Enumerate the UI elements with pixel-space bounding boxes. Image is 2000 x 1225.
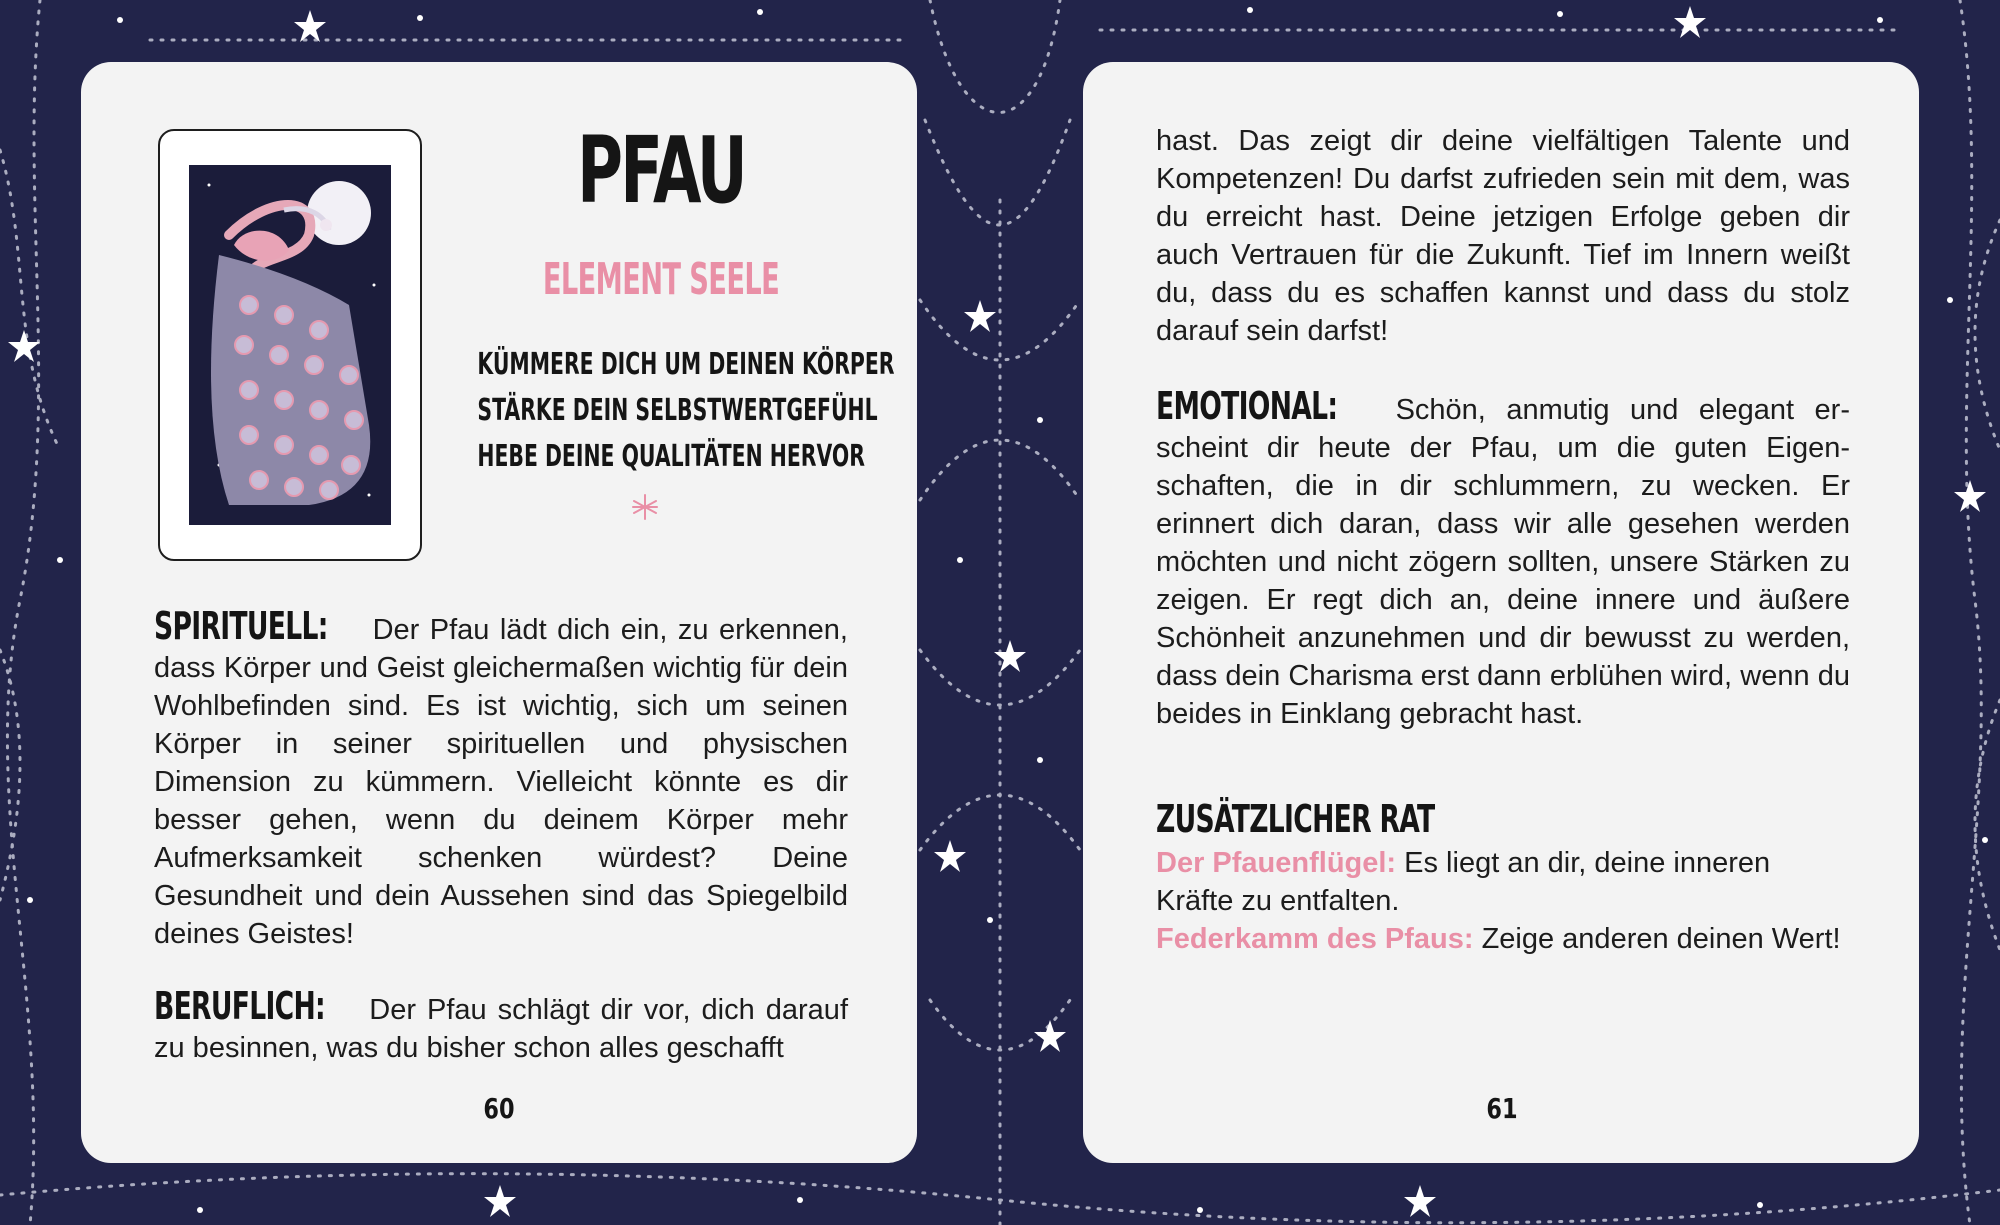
page-number: 60 xyxy=(483,1092,515,1125)
advice-label: Federkamm des Pfaus: xyxy=(1156,923,1474,955)
card-element: ELEMENT SEELE xyxy=(542,254,780,305)
additional-advice-list xyxy=(1156,844,1850,958)
card-title: PFAU xyxy=(577,117,745,224)
advice-item xyxy=(1156,920,1850,958)
affirmation-item: KÜMMERE DICH UM DEINEN KÖRPER xyxy=(477,347,895,382)
section-text: Der Pfau schlägt dir vor, dich darauf zu besinnen, was du bisher schon alles geschafft xyxy=(154,994,848,1064)
advice-text: Zeige anderen deinen Wert! xyxy=(1481,923,1841,955)
section-label: EMOTIONAL: xyxy=(1156,384,1338,428)
advice-item xyxy=(1156,844,1850,920)
page-number: 61 xyxy=(1486,1092,1518,1125)
section-text: Der Pfau lädt dich ein, zu erkennen, dass Körper und Geist gleichermaßen wichtig für dein Wohlbefinden sind. Es ist wichtig, sich um seinen Körper in seiner spirituellen und physischen Dimension zu kümmern. Vielleicht könnte es dir besser gehen, wenn du deinem Körper mehr Aufmerksamkeit schenken würdest? Deine Gesundheit und dein Aussehen sind das Spiegelbild deines Geistes! xyxy=(154,614,848,950)
left-page xyxy=(81,62,917,1163)
section-text: hast. Das zeigt dir deine vielfältigen Talente und Kompetenzen! Du darfst zufrieden sein mit dem, was du erreicht hast. Deine jetzigen Erfolge geben dir auch Vertrauen für die Zukunft. Tief im Innern weißt du, dass du es schaffen kannst und dass du stolz darauf sein darfst! xyxy=(1156,125,1850,347)
section-emotional xyxy=(1156,384,1850,733)
section-label: SPIRITUELL: xyxy=(154,604,328,648)
affirmation-item: HEBE DEINE QUALITÄTEN HERVOR xyxy=(477,439,865,474)
section-spirituell xyxy=(154,604,848,953)
section-beruflich xyxy=(154,984,848,1067)
affirmation-item: STÄRKE DEIN SELBSTWERTGEFÜHL xyxy=(477,393,878,428)
section-beruflich-continuation xyxy=(1156,122,1850,350)
oracle-card xyxy=(158,129,422,561)
additional-advice-heading: ZUSÄTZLICHER RAT xyxy=(1156,797,1435,841)
affirmation-list xyxy=(451,342,895,480)
right-page xyxy=(1083,62,1919,1163)
peacock-card-illustration-icon xyxy=(189,165,391,525)
asterisk-icon xyxy=(630,492,660,522)
advice-label: Der Pfauenflügel: xyxy=(1156,847,1397,879)
advice-text: Es liegt an dir, deine inneren Kräfte zu entfalten. xyxy=(1156,847,1771,917)
section-label: BERUFLICH: xyxy=(154,984,325,1028)
section-text: Schön, anmutig und elegant erscheint dir heute der Pfau, um die guten Eigenschaften, die in dir schlummern, zu wecken. Er erinnert dich daran, dass wir alle gesehen werden möchten und nicht zögern sollten, unsere Stärken zu zeigen. Er regt dich an, deine innere und äußere Schönheit anzunehmen und dir bewusst zu werden, dass dein Charisma erst dann erblühen wird, wenn du beides in Einklang gebracht hast. xyxy=(1156,394,1850,730)
